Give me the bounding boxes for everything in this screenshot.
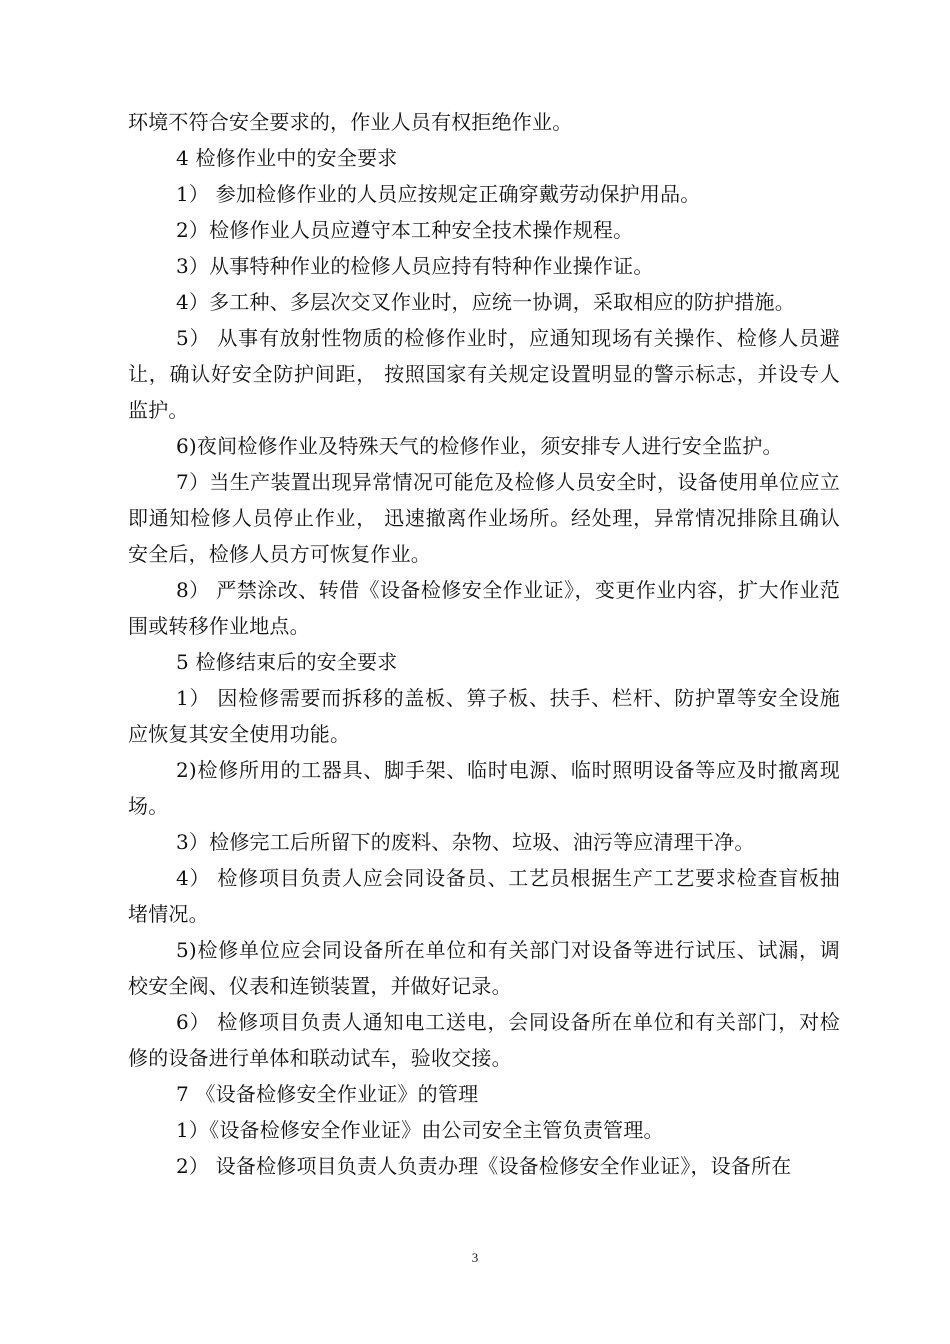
paragraph: 7）当生产装置出现异常情况可能危及检修人员安全时，设备使用单位应立即通知检修人员停止作业， 迅速撤离作业场所。经处理，异常情况排除且确认安全后，检修人员方可恢复作业。 — [128, 470, 840, 566]
paragraph: 3）检修完工后所留下的废料、杂物、垃圾、油污等应清理干净。 — [176, 830, 755, 854]
paragraph: 1）《设备检修安全作业证》由公司安全主管负责管理。 — [176, 1118, 664, 1142]
paragraph: 2)检修所用的工器具、脚手架、临时电源、临时照明设备等应及时撤离现场。 — [128, 758, 840, 818]
paragraph: 8） 严禁涂改、转借《设备检修安全作业证》，变更作业内容，扩大作业范围或转移作业地点。 — [128, 578, 840, 638]
paragraph: 4） 检修项目负责人应会同设备员、工艺员根据生产工艺要求检查盲板抽堵情况。 — [128, 866, 840, 926]
paragraph: 5)检修单位应会同设备所在单位和有关部门对设备等进行试压、试漏，调校安全阀、仪表和连锁装置，并做好记录。 — [128, 938, 840, 998]
paragraph: 1） 参加检修作业的人员应按规定正确穿戴劳动保护用品。 — [176, 182, 701, 206]
page-number: 3 — [471, 1250, 479, 1265]
paragraph: 6） 检修项目负责人通知电工送电，会同设备所在单位和有关部门，对检修的设备进行单体和联动试车，验收交接。 — [128, 1010, 840, 1070]
section-heading: 5 检修结束后的安全要求 — [176, 650, 398, 674]
paragraph: 2）检修作业人员应遵守本工种安全技术操作规程。 — [176, 218, 634, 242]
document-body — [128, 104, 840, 1184]
paragraph: 5） 从事有放射性物质的检修作业时，应通知现场有关操作、检修人员避让，确认好安全防护间距， 按照国家有关规定设置明显的警示标志，并设专人监护。 — [128, 326, 840, 422]
paragraph: 6)夜间检修作业及特殊天气的检修作业，须安排专人进行安全监护。 — [176, 434, 783, 458]
paragraph: 1） 因检修需要而拆移的盖板、箅子板、扶手、栏杆、防护罩等安全设施应恢复其安全使用功能。 — [128, 686, 840, 746]
paragraph: 环境不符合安全要求的，作业人员有权拒绝作业。 — [128, 110, 573, 134]
paragraph: 2） 设备检修项目负责人负责办理《设备检修安全作业证》，设备所在 — [176, 1154, 792, 1178]
paragraph: 4）多工种、多层次交叉作业时，应统一协调，采取相应的防护措施。 — [176, 290, 795, 314]
section-heading: 4 检修作业中的安全要求 — [176, 146, 398, 170]
paragraph: 3）从事特种作业的检修人员应持有特种作业操作证。 — [176, 254, 654, 278]
section-heading: 7 《设备检修安全作业证》的管理 — [176, 1082, 479, 1106]
